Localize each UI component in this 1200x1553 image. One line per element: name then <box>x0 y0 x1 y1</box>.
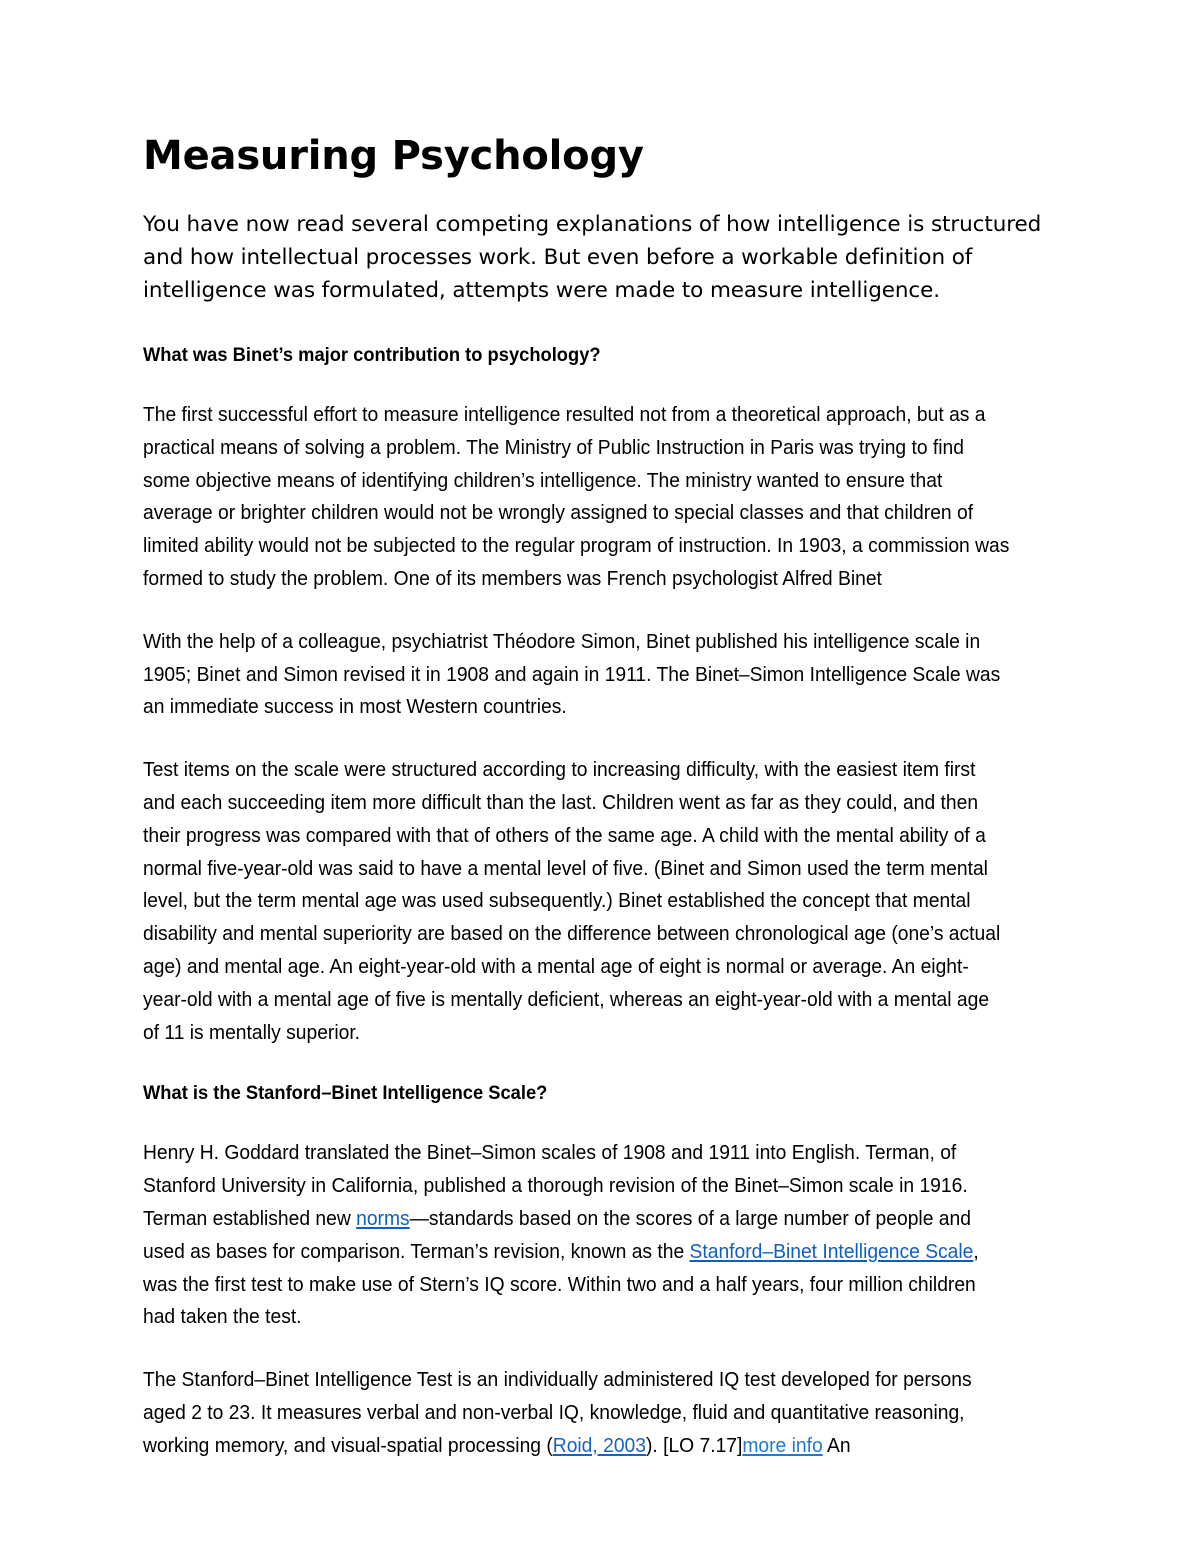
paragraph-terman-text-3: , was the first test to make use of Stern’s IQ score. Within two and a half years, four million children had taken the test. <box>143 1240 979 1329</box>
link-citation-roid-2003[interactable]: Roid, 2003 <box>552 1434 646 1457</box>
section-heading-binet-contribution: What was Binet’s major contribution to psychology? <box>143 344 601 366</box>
paragraph-test-text-1: The Stanford–Binet Intelligence Test is an individually administered IQ test developed for persons aged 2 to 23. It measures verbal and non-verbal IQ, knowledge, fluid and quantitative reasoning, working memory, and visual-spatial processing ( <box>143 1369 972 1457</box>
intro-paragraph: You have now read several competing explanations of how intelligence is structured and how intellectual processes work. But even before a workable definition of intelligence was formulated, attempts were made to measure intelligence. <box>143 212 1042 303</box>
paragraph-stanford-binet-test <box>143 1364 1009 1462</box>
page-title: Measuring Psychology <box>143 133 644 179</box>
paragraph-terman-text-1: Henry H. Goddard translated the Binet–Simon scales of 1908 and 1911 into English. Terman, of Stanford University in California, published a thorough revision of the Binet–Simon scale in 1916. Terman established new <box>143 1142 968 1230</box>
paragraph-test-text-3: An <box>822 1434 851 1457</box>
paragraph-binet-commission: The first successful effort to measure intelligence resulted not from a theoretical approach, but as a practical means of solving a problem. The Ministry of Public Instruction in Paris was trying to find some objective means of identifying children’s intelligence. The ministry wanted to ensure that average or brighter children would not be wrongly assigned to special classes and that children of limited ability would not be subjected to the regular program of instruction. In 1903, a commission was formed to study the problem. One of its members was French psychologist Alfred Binet <box>143 404 1010 590</box>
paragraph-test-text-2: ). [LO 7.17] <box>645 1434 743 1457</box>
paragraph-simon-scale: With the help of a colleague, psychiatrist Théodore Simon, Binet published his intelligence scale in 1905; Binet and Simon revised it in 1908 and again in 1911. The Binet–Simon Intelligence Scale was an immediate success in most Western countries. <box>143 630 1001 719</box>
paragraph-terman-text-2: —standards based on the scores of a large number of people and used as bases for comparison. Terman’s revision, known as the <box>143 1207 971 1263</box>
link-norms[interactable]: norms <box>356 1207 410 1230</box>
document-content <box>143 132 1055 1463</box>
paragraph-test-items: Test items on the scale were structured according to increasing difficulty, with the easiest item first and each succeeding item more difficult than the last. Children went as far as they could, and then their progress was compared with that of others of the same age. A child with the mental ability of a normal five-year-old was said to have a mental level of five. (Binet and Simon used the term mental level, but the term mental age was used subsequently.) Binet established the concept that mental disability and mental superiority are based on the difference between chronological age (one’s actual age) and mental age. An eight-year-old with a mental age of eight is normal or average. An eight-year-old with a mental age of five is mentally deficient, whereas an eight-year-old with a mental age of 11 is mentally superior. <box>143 759 1001 1044</box>
paragraph-terman-revision <box>143 1137 1009 1334</box>
section-heading-stanford-binet: What is the Stanford–Binet Intelligence Scale? <box>143 1082 548 1105</box>
link-stanford-binet-intelligence-scale[interactable]: Stanford–Binet Intelligence Scale <box>689 1240 974 1263</box>
link-more-info[interactable]: more info <box>742 1434 823 1457</box>
